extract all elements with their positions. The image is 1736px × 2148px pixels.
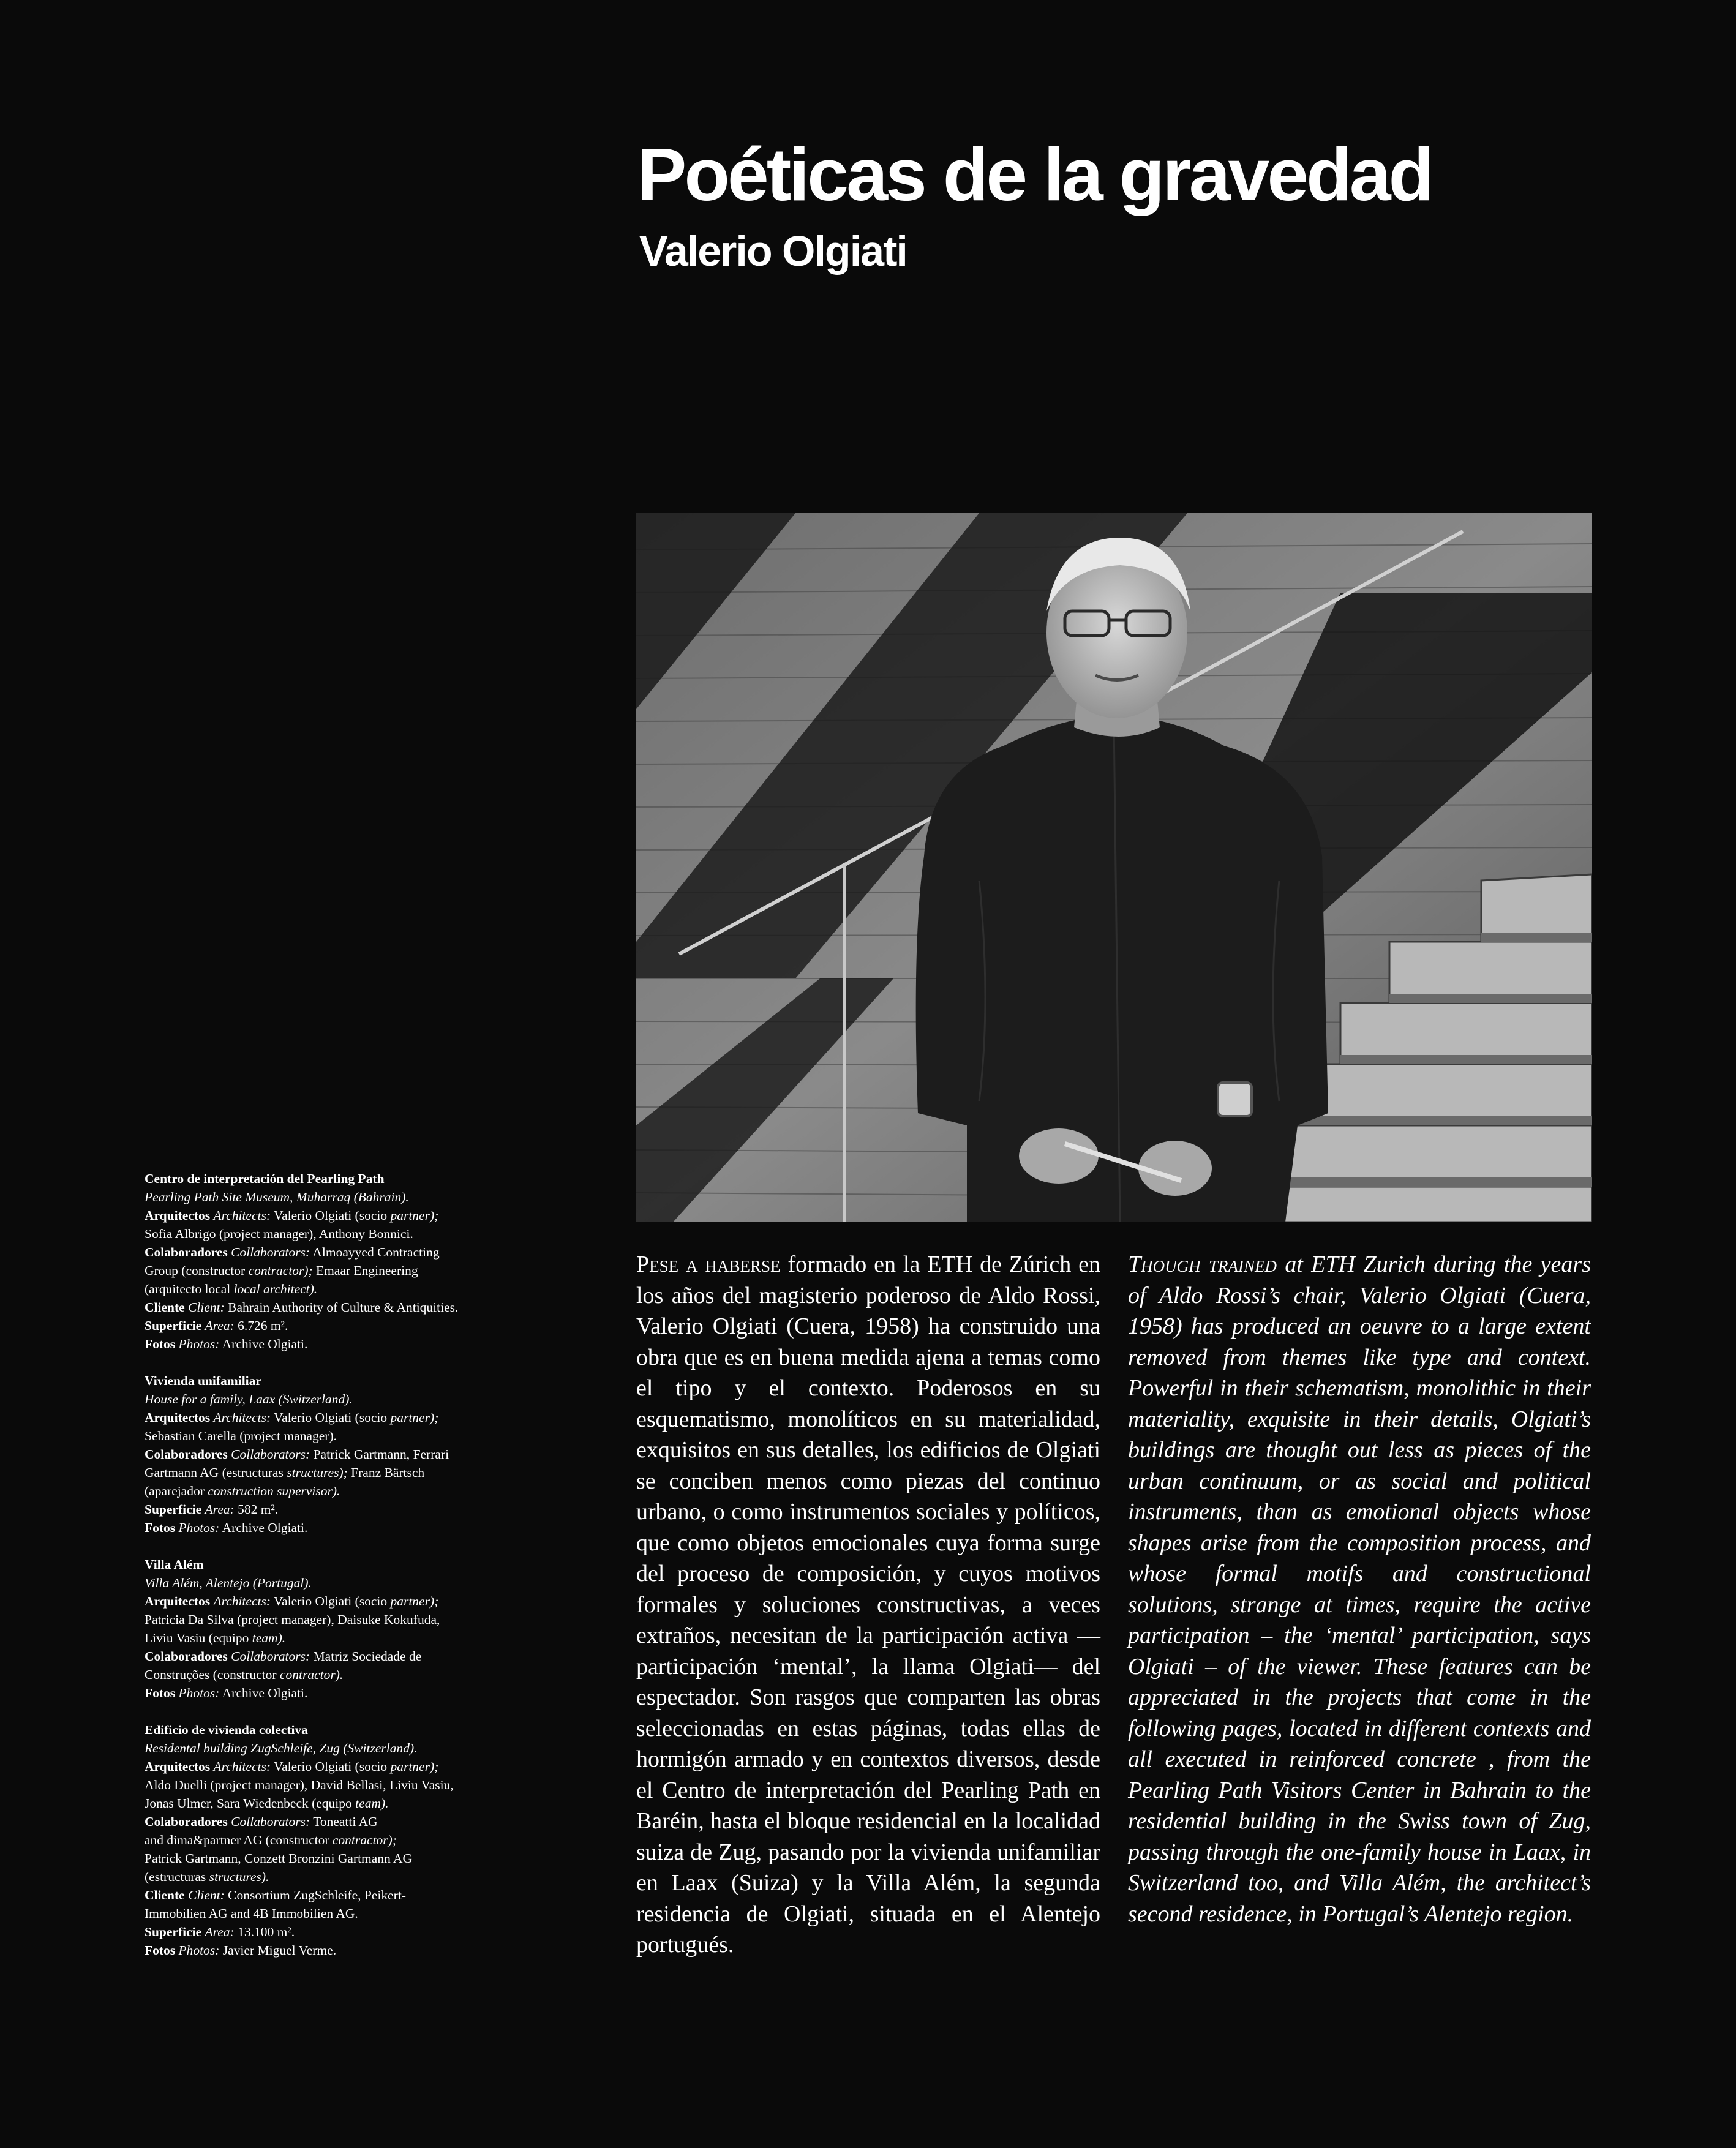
credit-line: Group (constructor contractor); Emaar Engineering xyxy=(145,1263,418,1278)
credit-line: Fotos Photos: Archive Olgiati. xyxy=(145,1520,308,1535)
credit-line: Superficie Area: 6.726 m². xyxy=(145,1318,288,1333)
credit-project-title: Vivienda unifamiliar xyxy=(145,1373,261,1388)
credit-line: Liviu Vasiu (equipo team). xyxy=(145,1631,286,1645)
credit-project-subtitle: Pearling Path Site Museum, Muharraq (Bahrain). xyxy=(145,1190,409,1204)
credit-project-subtitle: House for a family, Laax (Switzerland). xyxy=(145,1392,353,1406)
intro-text-english xyxy=(1128,1249,1591,1929)
portrait-illustration xyxy=(636,513,1592,1222)
credit-block xyxy=(145,1721,512,1959)
body-text-es: formado en la ETH de Zúrich en los años del magisterio poderoso de Aldo Rossi, Valerio Olgiati (Cuera, 1958) ha construido una obra que es en buena medida ajena a temas como el tipo y el contexto. Poderosos en su esquematismo, monolíticos en su materialidad, exquisitos en sus detalles, los edificios de Olgiati se conciben menos como piezas del continuo urbano, o como instrumentos sociales y políticos, que como objetos emocionales cuya forma surge del proceso de composición, y cuyos motivos formales y soluciones constructivas, a veces extraños, necesitan de la participación activa —participación ‘mental’, la llama Olgiati— del espectador. Son rasgos que comparten las obras seleccionadas en estas páginas, todas ellas de hormigón armado y en contextos diversos, desde el Centro de interpretación del Pearling Path en Baréin, hasta el bloque residencial en la localidad suiza de Zug, pasando por la vivienda unifamiliar en Laax (Suiza) y la Villa Além, la segunda residencia de Olgiati, situada en el Alentejo portugués. xyxy=(636,1252,1100,1958)
page-subtitle: Valerio Olgiati xyxy=(639,227,907,275)
credit-line: (aparejador construction supervisor). xyxy=(145,1484,340,1498)
lead-in-es: Pese a haberse xyxy=(636,1252,781,1277)
body-text-en: at ETH Zurich during the years of Aldo Rossi’s chair, Valerio Olgiati (Cuera, 1958) has produced an oeuvre to a large extent removed from themes like type and context. Powerful in their schematism, monolithic in their materiality, exquisite in their details, Olgiati’s buildings are thought out less as pieces of the urban continuum, or as social and political instruments, than as emotional objects whose shapes arise from the composition process, and whose formal motifs and constructional solutions, strange at times, require the active participation – the ‘mental’ participation, says Olgiati – of the viewer. These features can be appreciated in the projects that come in the following pages, located in different contexts and all executed in reinforced concrete , from the Pearling Path Visitors Center in Bahrain to the residential building in the Swiss town of Zug, passing through the one-family house in Laax, in Switzerland too, and Villa Além, the architect’s second residence, in Portugal’s Alentejo region. xyxy=(1128,1252,1591,1927)
credit-line: Fotos Photos: Archive Olgiati. xyxy=(145,1686,308,1700)
credit-block xyxy=(145,1372,512,1537)
credit-line: Colaboradores Collaborators: Matriz Sociedade de xyxy=(145,1649,422,1664)
credit-line: and dima&partner AG (constructor contractor); xyxy=(145,1833,397,1847)
credit-line: Colaboradores Collaborators: Patrick Gartmann, Ferrari xyxy=(145,1447,449,1462)
lead-in-en: Though trained xyxy=(1128,1252,1277,1277)
credit-project-subtitle: Residental building ZugSchleife, Zug (Switzerland). xyxy=(145,1741,418,1756)
credit-line: Fotos Photos: Javier Miguel Verme. xyxy=(145,1943,337,1958)
project-credits xyxy=(145,1170,512,1978)
credit-line: (arquitecto local local architect). xyxy=(145,1282,318,1296)
credit-line: Immobilien AG and 4B Immobilien AG. xyxy=(145,1906,358,1921)
credit-block xyxy=(145,1555,512,1702)
credit-line: Fotos Photos: Archive Olgiati. xyxy=(145,1337,308,1351)
credit-line: Patricia Da Silva (project manager), Daisuke Kokufuda, xyxy=(145,1612,440,1627)
credit-line: Aldo Duelli (project manager), David Bellasi, Liviu Vasiu, xyxy=(145,1778,454,1792)
credit-project-title: Centro de interpretación del Pearling Path xyxy=(145,1171,385,1186)
credit-line: Sebastian Carella (project manager). xyxy=(145,1429,337,1443)
credit-line: (estructuras structures). xyxy=(145,1869,269,1884)
credit-line: Gartmann AG (estructuras structures); Franz Bärtsch xyxy=(145,1465,425,1480)
credit-line: Cliente Client: Consortium ZugSchleife, Peikert- xyxy=(145,1888,406,1902)
credit-line: Construções (constructor contractor). xyxy=(145,1667,344,1682)
credit-line: Colaboradores Collaborators: Almoayyed Contracting xyxy=(145,1245,440,1260)
credit-line: Arquitectos Architects: Valerio Olgiati (socio partner); xyxy=(145,1759,439,1774)
credit-line: Arquitectos Architects: Valerio Olgiati (socio partner); xyxy=(145,1410,439,1425)
credit-line: Colaboradores Collaborators: Toneatti AG xyxy=(145,1814,378,1829)
credit-line: Patrick Gartmann, Conzett Bronzini Gartmann AG xyxy=(145,1851,413,1866)
credit-project-title: Edificio de vivienda colectiva xyxy=(145,1722,308,1737)
credit-line: Superficie Area: 13.100 m². xyxy=(145,1925,295,1939)
credit-line: Cliente Client: Bahrain Authority of Culture & Antiquities. xyxy=(145,1300,459,1315)
credit-line: Arquitectos Architects: Valerio Olgiati (socio partner); xyxy=(145,1208,439,1223)
credit-line: Sofia Albrigo (project manager), Anthony Bonnici. xyxy=(145,1226,413,1241)
credit-project-title: Villa Além xyxy=(145,1557,204,1572)
page-title: Poéticas de la gravedad xyxy=(637,133,1432,216)
credit-line: Superficie Area: 582 m². xyxy=(145,1502,279,1517)
credit-line: Jonas Ulmer, Sara Wiedenbeck (equipo team). xyxy=(145,1796,389,1811)
portrait-photo xyxy=(636,513,1592,1222)
intro-text-spanish xyxy=(636,1249,1100,1961)
credit-project-subtitle: Villa Além, Alentejo (Portugal). xyxy=(145,1575,312,1590)
credit-block xyxy=(145,1170,512,1353)
credit-line: Arquitectos Architects: Valerio Olgiati (socio partner); xyxy=(145,1594,439,1609)
